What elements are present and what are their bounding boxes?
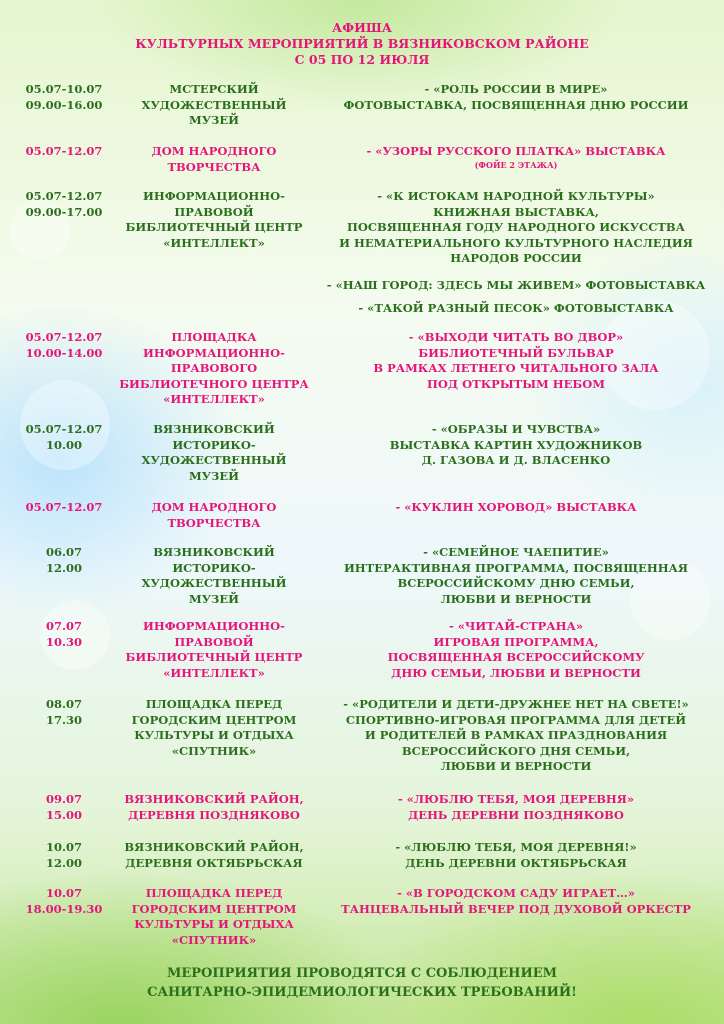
event-place: МСТЕРСКИЙ ХУДОЖЕСТВЕННЫЙ МУЗЕЙ <box>141 82 287 127</box>
event-description: - «РОДИТЕЛИ И ДЕТИ-ДРУЖНЕЕ НЕТ НА СВЕТЕ!» СПОРТИВНО-ИГРОВАЯ ПРОГРАММА ДЛЯ ДЕТЕЙ И РОДИТЕЛЕЙ В РАМКАХ ПРАЗДНОВАНИЯ ВСЕРОССИЙСКОГО ДНЯ СЕМЬИ, ЛЮБВИ И ВЕРНОСТИ <box>343 697 689 773</box>
event-description: - «КУКЛИН ХОРОВОД» ВЫСТАВКА <box>395 500 637 514</box>
event-description: - «РОЛЬ РОССИИ В МИРЕ» ФОТОВЫСТАВКА, ПОСВЯЩЕННАЯ ДНЮ РОССИИ <box>343 82 689 112</box>
event-description: - «ОБРАЗЫ И ЧУВСТВА» ВЫСТАВКА КАРТИН ХУДОЖНИКОВ Д. ГАЗОВА И Д. ВЛАСЕНКО <box>389 422 643 467</box>
event-date: 09.07 15.00 <box>45 792 82 822</box>
event-date: 10.07 18.00-19.30 <box>25 886 103 916</box>
event-place: ПЛОЩАДКА ИНФОРМАЦИОННО- ПРАВОВОГО БИБЛИОТЕЧНОГО ЦЕНТРА «ИНТЕЛЛЕКТ» <box>119 330 309 406</box>
event-date: 05.07-12.07 <box>25 500 103 514</box>
poster-footer <box>0 964 724 1002</box>
event-place: ВЯЗНИКОВСКИЙ ИСТОРИКО- ХУДОЖЕСТВЕННЫЙ МУЗЕЙ <box>141 422 287 483</box>
event-extra-exhibition: - «ТАКОЙ РАЗНЫЙ ПЕСОК» ФОТОВЫСТАВКА <box>358 301 674 315</box>
event-place: ИНФОРМАЦИОННО- ПРАВОВОЙ БИБЛИОТЕЧНЫЙ ЦЕНТР «ИНТЕЛЛЕКТ» <box>125 619 303 680</box>
event-date: 05.07-12.07 10.00 <box>25 422 103 452</box>
event-date: 05.07-12.07 09.00-17.00 <box>25 189 103 219</box>
event-description: - «ЧИТАЙ-СТРАНА» ИГРОВАЯ ПРОГРАММА, ПОСВЯЩЕННАЯ ВСЕРОССИЙСКОМУ ДНЮ СЕМЬИ, ЛЮБВИ И ВЕРНОСТИ <box>387 619 645 680</box>
event-place: ПЛОЩАДКА ПЕРЕД ГОРОДСКИМ ЦЕНТРОМ КУЛЬТУРЫ И ОТДЫХА «СПУТНИК» <box>131 697 297 758</box>
footer-line: МЕРОПРИЯТИЯ ПРОВОДЯТСЯ С СОБЛЮДЕНИЕМ <box>166 966 558 981</box>
event-date: 08.07 17.30 <box>45 697 82 727</box>
event-place: ВЯЗНИКОВСКИЙ РАЙОН, ДЕРЕВНЯ ПОЗДНЯКОВО <box>124 792 304 822</box>
event-description: - «ЛЮБЛЮ ТЕБЯ, МОЯ ДЕРЕВНЯ!» ДЕНЬ ДЕРЕВНИ ОКТЯБРЬСКАЯ <box>395 840 637 870</box>
event-date: 10.07 12.00 <box>45 840 82 870</box>
event-description: - «ВЫХОДИ ЧИТАТЬ ВО ДВОР» БИБЛИОТЕЧНЫЙ БУЛЬВАР В РАМКАХ ЛЕТНЕГО ЧИТАЛЬНОГО ЗАЛА ПОД ОТКРЫТЫМ НЕБОМ <box>373 330 659 391</box>
footer-line: САНИТАРНО-ЭПИДЕМИОЛОГИЧЕСКИХ ТРЕБОВАНИЙ! <box>147 985 577 1000</box>
event-date: 05.07-10.07 09.00-16.00 <box>25 82 103 112</box>
event-description: - «В ГОРОДСКОМ САДУ ИГРАЕТ…» ТАНЦЕВАЛЬНЫЙ ВЕЧЕР ПОД ДУХОВОЙ ОРКЕСТР <box>341 886 691 916</box>
header-title: АФИША <box>332 20 392 35</box>
event-place: ПЛОЩАДКА ПЕРЕД ГОРОДСКИМ ЦЕНТРОМ КУЛЬТУРЫ И ОТДЫХА «СПУТНИК» <box>131 886 297 947</box>
event-date: 05.07-12.07 <box>25 144 103 158</box>
event-description: - «ЛЮБЛЮ ТЕБЯ, МОЯ ДЕРЕВНЯ» ДЕНЬ ДЕРЕВНИ ПОЗДНЯКОВО <box>397 792 635 822</box>
poster-header <box>0 20 724 68</box>
event-extra-exhibition: - «НАШ ГОРОД: ЗДЕСЬ МЫ ЖИВЕМ» ФОТОВЫСТАВКА <box>326 278 706 292</box>
event-place: ДОМ НАРОДНОГО ТВОРЧЕСТВА <box>151 500 277 530</box>
event-date: 05.07-12.07 10.00-14.00 <box>25 330 103 360</box>
event-description: - «УЗОРЫ РУССКОГО ПЛАТКА» ВЫСТАВКА (ФОЙЕ 2 ЭТАЖА) <box>316 144 716 171</box>
event-place: ДОМ НАРОДНОГО ТВОРЧЕСТВА <box>151 144 277 174</box>
event-description: - «К ИСТОКАМ НАРОДНОЙ КУЛЬТУРЫ» КНИЖНАЯ ВЫСТАВКА, ПОСВЯЩЕННАЯ ГОДУ НАРОДНОГО ИСКУССТВА И НЕМАТЕРИАЛЬНОГО КУЛЬТУРНОГО НАСЛЕДИЯ НАРОДОВ РОССИИ <box>339 189 693 265</box>
event-place: ВЯЗНИКОВСКИЙ ИСТОРИКО- ХУДОЖЕСТВЕННЫЙ МУЗЕЙ <box>141 545 287 606</box>
header-subtitle: КУЛЬТУРНЫХ МЕРОПРИЯТИЙ В ВЯЗНИКОВСКОМ РАЙОНЕ <box>135 36 589 51</box>
event-place: ВЯЗНИКОВСКИЙ РАЙОН, ДЕРЕВНЯ ОКТЯБРЬСКАЯ <box>124 840 304 870</box>
event-place: ИНФОРМАЦИОННО- ПРАВОВОЙ БИБЛИОТЕЧНЫЙ ЦЕНТР «ИНТЕЛЛЕКТ» <box>125 189 303 250</box>
event-note: (ФОЙЕ 2 ЭТАЖА) <box>474 159 558 170</box>
event-date: 06.07 12.00 <box>45 545 82 575</box>
event-date: 07.07 10.30 <box>45 619 82 649</box>
header-dates: С 05 ПО 12 ИЮЛЯ <box>294 52 430 67</box>
event-description: - «СЕМЕЙНОЕ ЧАЕПИТИЕ» ИНТЕРАКТИВНАЯ ПРОГРАММА, ПОСВЯЩЕННАЯ ВСЕРОССИЙСКОМУ ДНЮ СЕМЬИ, ЛЮБВИ И ВЕРНОСТИ <box>343 545 689 606</box>
